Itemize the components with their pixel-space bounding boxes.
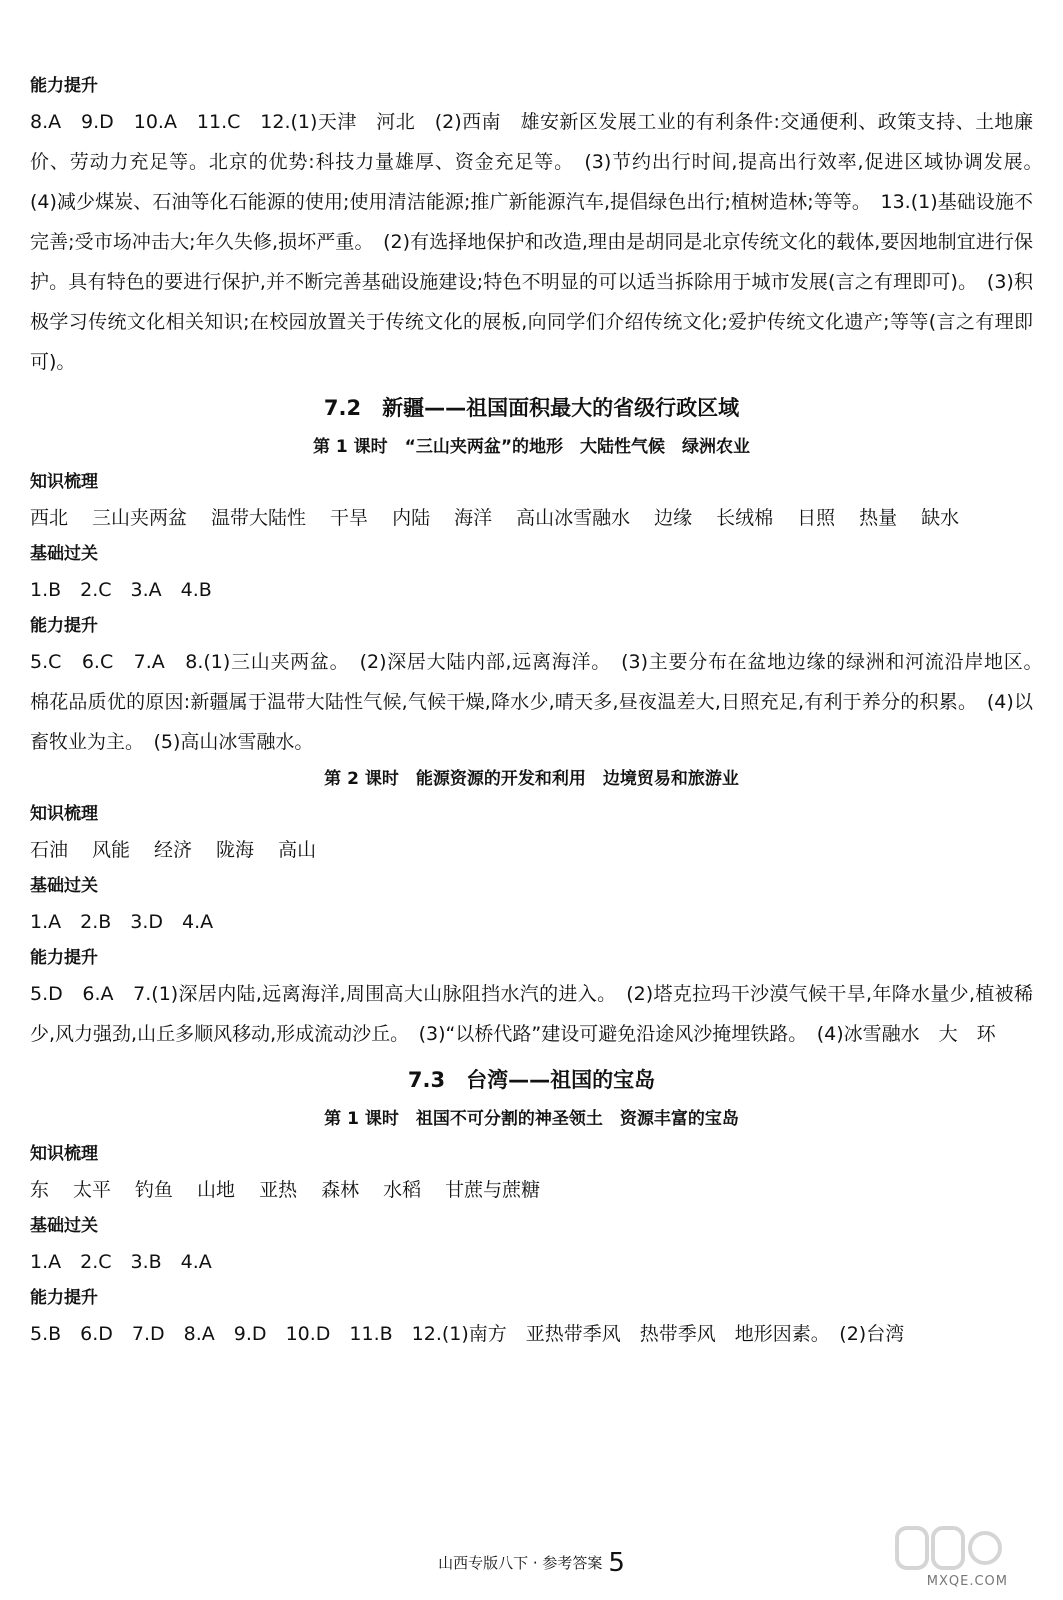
section-title-7-3: 7.3 台湾——祖国的宝岛	[407, 1068, 656, 1092]
section-heading-basic: 基础过关	[30, 544, 98, 564]
section-heading-knowledge: 知识梳理	[30, 1144, 98, 1164]
section-heading-knowledge: 知识梳理	[30, 804, 98, 824]
term: 边缘	[654, 507, 693, 529]
page-number: 5	[608, 1548, 625, 1578]
ability-answers: 5.B 6.D 7.D 8.A 9.D 10.D 11.B 12.(1)南方 亚热带季风 热带季风 地形因素。 (2)台湾	[30, 1323, 905, 1345]
term: 水稻	[383, 1179, 422, 1201]
term: 干旱	[330, 507, 369, 529]
term: 风能	[92, 839, 131, 861]
term: 缺水	[921, 507, 960, 529]
term: 森林	[321, 1179, 360, 1201]
section-heading-basic: 基础过关	[30, 1216, 98, 1236]
section-heading-basic: 基础过关	[30, 876, 98, 896]
term: 海洋	[454, 507, 493, 529]
term: 山地	[197, 1179, 236, 1201]
term: 陇海	[216, 839, 255, 861]
term: 热量	[859, 507, 898, 529]
term: 三山夹两盆	[92, 507, 188, 529]
term: 太平	[73, 1179, 112, 1201]
lesson-title-7-2-2: 第 2 课时 能源资源的开发和利用 边境贸易和旅游业	[324, 769, 739, 789]
term: 亚热	[259, 1179, 298, 1201]
term: 高山	[278, 839, 317, 861]
term: 日照	[797, 507, 836, 529]
term: 西北	[30, 507, 69, 529]
section-heading-ability: 能力提升	[30, 1288, 98, 1308]
term: 东	[30, 1179, 50, 1201]
basic-answers: 1.A 2.B 3.D 4.A	[30, 911, 214, 933]
term: 甘蔗与蔗糖	[445, 1179, 541, 1201]
section-title-7-2: 7.2 新疆——祖国面积最大的省级行政区域	[323, 396, 740, 420]
term: 高山冰雪融水	[516, 507, 631, 529]
watermark-logo-icon	[893, 1520, 1003, 1580]
section-heading-ability: 能力提升	[30, 616, 98, 636]
answer-page	[30, 70, 1053, 1354]
lesson-title-7-3-1: 第 1 课时 祖国不可分割的神圣领土 资源丰富的宝岛	[324, 1109, 739, 1129]
ability-answers: 5.D 6.A 7.(1)深居内陆,远离海洋,周围高大山脉阻挡水汽的进入。 (2)塔克拉玛干沙漠气候干旱,年降水量少,植被稀少,风力强劲,山丘多顺风移动,形成流动沙丘。 (3)“以桥代路”建设可避免沿途风沙掩埋铁路。 (4)冰雪融水 大 环	[30, 983, 1033, 1045]
watermark-text: MXQE.COM	[926, 1574, 1008, 1589]
term: 温带大陆性	[211, 507, 307, 529]
ability-answers: 5.C 6.C 7.A 8.(1)三山夹两盆。 (2)深居大陆内部,远离海洋。 (3)主要分布在盆地边缘的绿洲和河流沿岸地区。 棉花品质优的原因:新疆属于温带大陆性气候,气候干燥,降水少,晴天多,昼夜温差大,日照充足,有利于养分的积累。 (4)以畜牧业为主。 (5)高山冰雪融水。	[30, 651, 1053, 753]
basic-answers: 1.A 2.C 3.B 4.A	[30, 1251, 212, 1273]
section-heading-ability: 能力提升	[30, 948, 98, 968]
answers-paragraph: 8.A 9.D 10.A 11.C 12.(1)天津 河北 (2)西南 雄安新区发展工业的有利条件:交通便利、政策支持、土地廉价、劳动力充足等。北京的优势:科技力量雄厚、资金充足等。 (3)节约出行时间,提高出行效率,促进区域协调发展。 (4)减少煤炭、石油等化石能源的使用;使用清洁能源;推广新能源汽车,提倡绿色出行;植树造林;等等。 13.(1)基础设施不完善;受市场冲击大;年久失修,损坏严重。 (2)有选择地保护和改造,理由是胡同是北京传统文化的载体,要因地制宜进行保护。具有特色的要进行保护,并不断完善基础设施建设;特色不明显的可以适当拆除用于城市发展(言之有理即可)。 (3)积极学习传统文化相关知识;在校园放置关于传统文化的展板,向同学们介绍传统文化;爱护传统文化遗产;等等(言之有理即可)。	[30, 111, 1053, 373]
term: 钓鱼	[135, 1179, 174, 1201]
term: 石油	[30, 839, 69, 861]
knowledge-terms	[30, 830, 1033, 870]
section-heading-ability: 能力提升	[30, 76, 98, 96]
basic-answers: 1.B 2.C 3.A 4.B	[30, 579, 212, 601]
term: 经济	[154, 839, 193, 861]
lesson-title-7-2-1: 第 1 课时 “三山夹两盆”的地形 大陆性气候 绿洲农业	[312, 437, 750, 457]
knowledge-terms	[30, 498, 1033, 538]
term: 长绒棉	[716, 507, 774, 529]
term: 内陆	[392, 507, 431, 529]
footer-label: 山西专版八下 · 参考答案	[438, 1554, 603, 1572]
knowledge-terms	[30, 1170, 1033, 1210]
section-heading-knowledge: 知识梳理	[30, 472, 98, 492]
